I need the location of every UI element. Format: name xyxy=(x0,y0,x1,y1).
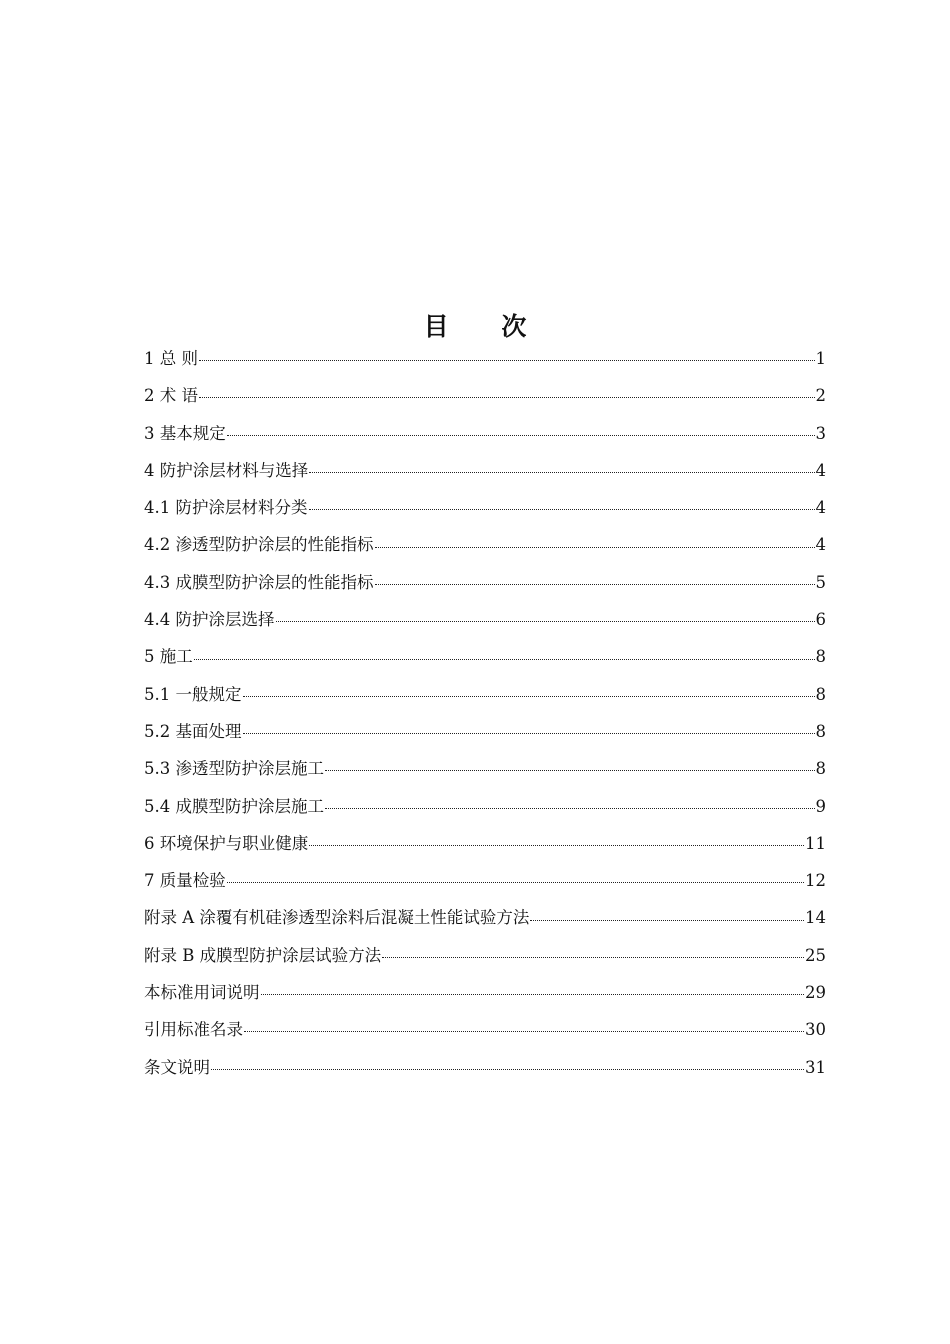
dot-leader xyxy=(375,584,815,585)
toc-entry[interactable] xyxy=(144,1011,826,1048)
dot-leader xyxy=(227,435,815,436)
dot-leader xyxy=(211,1069,804,1070)
toc-entry-page: 31 xyxy=(805,1057,826,1077)
toc-entry-page: 14 xyxy=(805,908,826,928)
toc-entry-label: 4.4 防护涂层选择 xyxy=(144,610,275,630)
toc-entry[interactable] xyxy=(144,452,826,489)
toc-entry-page: 8 xyxy=(815,647,826,667)
toc-entry-page: 9 xyxy=(815,796,826,816)
toc-entry[interactable] xyxy=(144,489,826,526)
dot-leader xyxy=(194,659,815,660)
toc-entry[interactable] xyxy=(144,713,826,750)
toc-entry[interactable] xyxy=(144,601,826,638)
toc-entry-page: 4 xyxy=(815,460,826,480)
toc-entry[interactable] xyxy=(144,415,826,452)
toc-entry-page: 6 xyxy=(815,610,826,630)
toc-entry-page: 25 xyxy=(805,945,826,965)
toc-entry[interactable] xyxy=(144,340,826,377)
toc-entry[interactable] xyxy=(144,750,826,787)
toc-entry-label: 3 基本规定 xyxy=(144,423,226,443)
toc-entry[interactable] xyxy=(144,862,826,899)
dot-leader xyxy=(227,882,804,883)
toc-entry-label: 6 环境保护与职业健康 xyxy=(144,833,309,853)
toc-entry-label: 5.4 成膜型防护涂层施工 xyxy=(144,796,324,816)
toc-entry[interactable] xyxy=(144,1049,826,1086)
dot-leader xyxy=(325,770,815,771)
toc-entry-page: 8 xyxy=(815,721,826,741)
toc-entry[interactable] xyxy=(144,974,826,1011)
toc-entry-label: 5.3 渗透型防护涂层施工 xyxy=(144,759,324,779)
dot-leader xyxy=(530,920,804,921)
dot-leader xyxy=(309,509,815,510)
dot-leader xyxy=(375,547,815,548)
dot-leader xyxy=(243,733,815,734)
toc-entry[interactable] xyxy=(144,564,826,601)
toc-entry-page: 4 xyxy=(815,498,826,518)
toc-entry-page: 8 xyxy=(815,759,826,779)
toc-entry-label: 引用标准名录 xyxy=(144,1020,243,1040)
toc-entry-label: 1 总 则 xyxy=(144,349,198,368)
toc-entry[interactable] xyxy=(144,377,826,414)
toc-entry-label: 5 施工 xyxy=(144,647,193,667)
dot-leader xyxy=(276,621,815,622)
dot-leader xyxy=(325,808,815,809)
toc-entry-page: 5 xyxy=(815,572,826,592)
dot-leader xyxy=(199,360,815,361)
toc-entry-label: 4.3 成膜型防护涂层的性能指标 xyxy=(144,572,374,592)
toc-entry-label: 附录 A 涂覆有机硅渗透型涂料后混凝土性能试验方法 xyxy=(144,908,530,928)
dot-leader xyxy=(382,957,804,958)
dot-leader xyxy=(244,1031,804,1032)
toc-entry-page: 30 xyxy=(805,1020,826,1040)
toc-entry-label: 2 术 语 xyxy=(144,386,198,406)
toc-entry-label: 条文说明 xyxy=(144,1057,210,1077)
toc-entry-page: 4 xyxy=(815,535,826,555)
toc-entry[interactable] xyxy=(144,937,826,974)
toc-entry-page: 3 xyxy=(815,423,826,443)
toc-entry-label: 4.1 防护涂层材料分类 xyxy=(144,498,308,518)
toc-entry-page: 8 xyxy=(815,684,826,704)
toc-entry-label: 本标准用词说明 xyxy=(144,983,260,1003)
toc-entry[interactable] xyxy=(144,676,826,713)
toc-entry[interactable] xyxy=(144,899,826,936)
toc-entry-label: 5.1 一般规定 xyxy=(144,684,242,704)
toc-entry-label: 7 质量检验 xyxy=(144,871,226,891)
dot-leader xyxy=(243,696,815,697)
toc-title: 目 次 xyxy=(423,311,549,341)
dot-leader xyxy=(309,472,814,473)
dot-leader xyxy=(261,994,805,995)
dot-leader xyxy=(309,845,804,846)
toc-entry[interactable] xyxy=(144,526,826,563)
toc-entry-label: 4.2 渗透型防护涂层的性能指标 xyxy=(144,535,374,555)
toc-entry-label: 4 防护涂层材料与选择 xyxy=(144,460,309,480)
toc-entry[interactable] xyxy=(144,825,826,862)
table-of-contents xyxy=(144,340,826,1086)
toc-entry-label: 附录 B 成膜型防护涂层试验方法 xyxy=(144,945,382,965)
toc-entry-page: 2 xyxy=(815,386,826,406)
toc-entry-page: 12 xyxy=(805,871,826,891)
toc-entry-page: 11 xyxy=(805,833,826,853)
toc-entry[interactable] xyxy=(144,788,826,825)
toc-entry-label: 5.2 基面处理 xyxy=(144,721,242,741)
dot-leader xyxy=(199,397,815,398)
toc-entry-page: 1 xyxy=(815,349,826,368)
toc-entry[interactable] xyxy=(144,638,826,675)
toc-entry-page: 29 xyxy=(805,983,826,1003)
